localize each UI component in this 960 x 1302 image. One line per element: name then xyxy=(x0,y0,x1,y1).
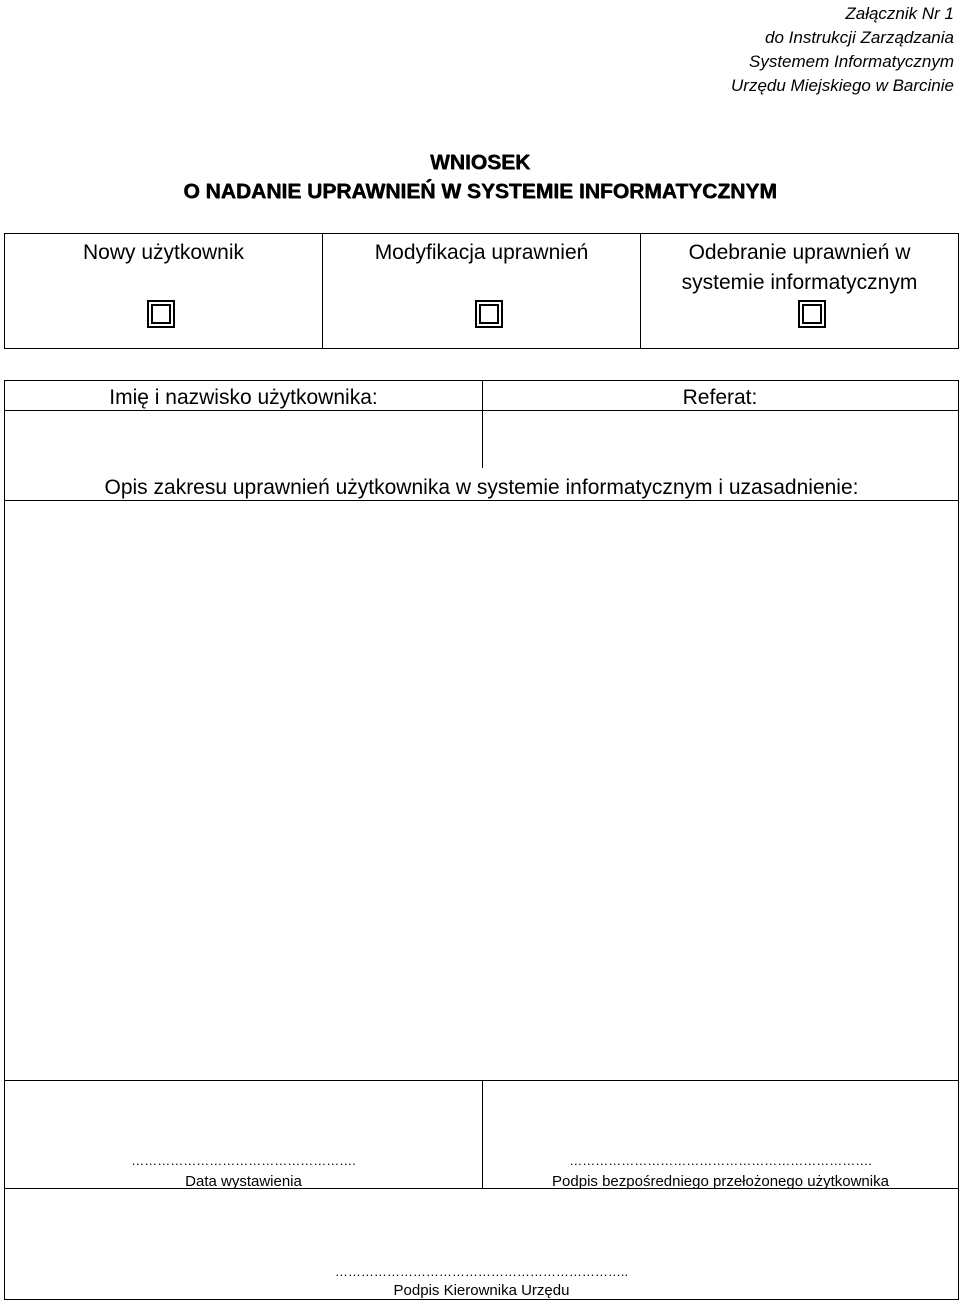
attachment-line: Załącznik Nr 1 xyxy=(845,4,954,23)
revoke-permissions-checkbox[interactable] xyxy=(798,300,826,328)
request-type-label: Nowy użytkownik xyxy=(82,241,245,264)
request-form-table xyxy=(4,380,959,1300)
modify-permissions-checkbox[interactable] xyxy=(475,300,503,328)
new-user-checkbox[interactable] xyxy=(147,300,175,328)
head-signature-label: Podpis Kierownika Urzędu xyxy=(393,1282,570,1299)
request-type-label: Modyfikacja uprawnień xyxy=(374,241,589,264)
request-type-label: Odebranie uprawnień w systemie informatycznym xyxy=(681,241,918,294)
title-line-1: WNIOSEK xyxy=(429,151,531,174)
attachment-note xyxy=(554,2,954,98)
request-type-new-user xyxy=(5,234,322,348)
date-dotted-line: ……………………………………………. xyxy=(131,1153,356,1168)
document-title xyxy=(0,148,960,206)
attachment-line: do Instrukcji Zarządzania xyxy=(765,28,954,47)
date-label: Data wystawienia xyxy=(185,1173,302,1190)
title-line-2: O NADANIE UPRAWNIEŃ W SYSTEMIE INFORMATYCZNYM xyxy=(183,180,777,203)
user-name-label: Imię i nazwisko użytkownika: xyxy=(109,386,378,409)
request-type-table xyxy=(4,233,959,349)
department-label: Referat: xyxy=(682,386,758,409)
attachment-line: Systemem Informatycznym xyxy=(749,52,954,71)
request-type-modify xyxy=(322,234,640,348)
description-field[interactable] xyxy=(5,501,958,1079)
supervisor-dotted-line: ……………………………………………………………. xyxy=(569,1153,872,1168)
divider xyxy=(5,1188,958,1189)
supervisor-signature-label: Podpis bezpośredniego przełożonego użytkownika xyxy=(552,1173,889,1190)
divider xyxy=(482,1080,483,1188)
request-type-revoke xyxy=(640,234,958,348)
attachment-line: Urzędu Miejskiego w Barcinie xyxy=(731,76,954,95)
divider xyxy=(482,381,483,468)
head-dotted-line: ………………………………………………………….. xyxy=(334,1264,629,1279)
department-field[interactable] xyxy=(483,411,958,467)
user-name-field[interactable] xyxy=(5,411,482,467)
description-label: Opis zakresu uprawnień użytkownika w systemie informatycznym i uzasadnienie: xyxy=(104,476,859,499)
